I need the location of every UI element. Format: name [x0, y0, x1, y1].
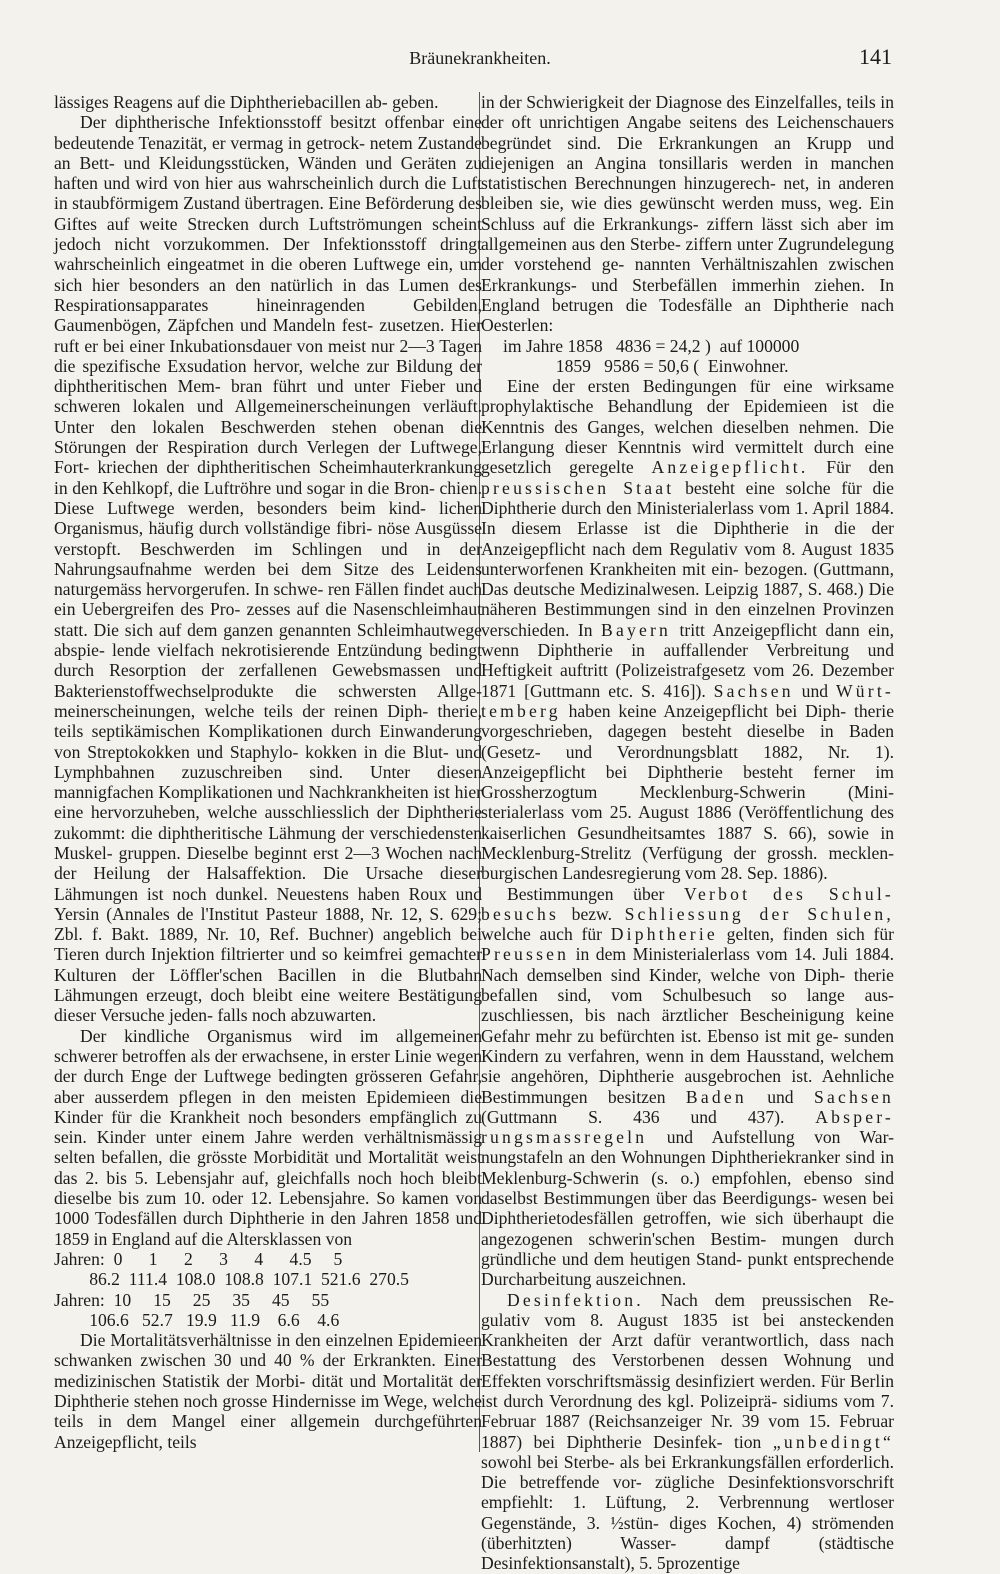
right-column — [481, 92, 894, 1574]
left-paragraph-3: Der kindliche Organismus wird im allgemeinen schwerer betroffen als der erwachsene, in erster Linie wegen der durch Enge der Luftwege bedingten grösseren Gefahr, aber ausserdem pflegen in den meisten Epidemieen die Kinder für die Krankheit noch besonders empfänglich zu sein. Kinder unter einem Jahre werden verhältnismässig selten befallen, die grösste Morbidität und Mortalität weist das 2. bis 5. Lebensjahr auf, gleichfalls noch hoch bleibt dieselbe bis zum 10. oder 12. Lebensjahre. So kamen von 1000 Todesfällen durch Diphtherie in den Jahren 1858 und 1859 in England auf die Altersklassen von — [54, 1025, 482, 1249]
right-paragraph-1: in der Schwierigkeit der Diagnose des Einzelfalles, teils in der oft unrichtigen Angabe seitens des Leichenschauers begründet sind. Die Erkrankungen an Krupp und diejenigen an Angina tonsillaris werden in manchen statistischen Berechnungen hinzugerech- net, in anderen bleiben sie, wie dies gewünscht werden muss, weg. Ein Schluss auf die Erkrankungs- ziffern lässt sich aber im allgemeinen aus den Sterbe- ziffern unter Zugrundelegung der vorstehend ge- nannten Verhältniszahlen zwischen Erkrankungs- und Sterbefällen immerhin ziehen. In England betrugen die Todesfälle an Diphtherie nach Oesterlen: — [481, 92, 894, 336]
left-column — [54, 92, 482, 1452]
stat-row: im Jahre 1858 4836 = 24,2 ) auf 100000 — [481, 335, 800, 356]
spaced-term: Diphtherie — [610, 924, 718, 945]
england-death-stats — [481, 336, 894, 377]
spaced-term: Baden — [685, 1086, 747, 1107]
spaced-term: Preussen — [481, 944, 570, 965]
section-heading: Desinfektion. — [507, 1289, 644, 1310]
page-header — [0, 44, 1000, 74]
right-paragraph-3: Bestimmungen über Verbot des Schul- besuchs bezw. Schliessung der Schulen, welche auch für Diphtherie gelten, finden sich für Preussen in dem Ministerialerlass vom 14. Juli 1884. Nach demselben sind Kinder, welche von Diph- therie befallen sind, vom Schulbesuch so lange aus- zuschliessen, bis nach ärztlicher Bescheinigung keine Gefahr mehr zu befürchten ist. Ebenso ist mit ge- sunden Kindern zu verfahren, wenn in dem Hausstand, welchem sie angehören, Diphtherie ausgebrochen ist. Aehnliche Bestimmungen besitzen Baden und Sachsen (Guttmann S. 436 und 437). Absper- rungsmassregeln und Aufstellung von War- nungstafeln an den Wohnungen Diphtheriekranker sind in Meklenburg-Schwerin (s. o.) empfohlen, ebenso sind daselbst Bestimmungen über das Beerdigungs- wesen bei Diphtherietodesfällen getroffen, wie sich überhaupt die angezogenen schwerin'schen Bestim- mungen durch gründliche und dem heutigen Stand- punkt entsprechende Durcharbeitung auszeichnen. — [481, 883, 895, 1290]
spaced-term: „unbedingt“ — [772, 1431, 894, 1452]
spaced-term: Bayern — [601, 619, 672, 640]
left-paragraph-1: lässiges Reagens auf die Diphtheriebacillen ab- geben. — [54, 92, 439, 112]
left-paragraph-2: Der diphtherische Infektionsstoff besitzt offenbar eine bedeutende Tenazität, er vermag in getrock- netem Zustande an Bett- und Kleidungsstücken, Wänden und Geräten zu haften und wird von hier aus wahrscheinlich durch die Luft in staubförmigem Zustand übertragen. Eine Beförderung des Giftes auf weite Strecken durch Luftströmungen scheint jedoch nicht vorzukommen. Der Infektionsstoff dringt wahrscheinlich eingeatmet in die oberen Luftwege ein, um sich hier besonders an den natürlich in das Lumen des Respirationsapparates hineinragenden Gebilden, Gaumenbögen, Zäpfchen und Mandeln fest- zusetzen. Hier ruft er bei einer Inkubationsdauer von meist nur 2—3 Tagen die spezifische Exsudation hervor, welche zur Bildung der diphtheritischen Mem- bran führt und unter Fieber und schweren lokalen und Allgemeinerscheinungen verläuft. Unter den lokalen Beschwerden stehen obenan die Störungen der Respiration durch Verlegen der Luftwege, Fort- kriechen der diphtheritischen Scheimhauterkrankung in den Kehlkopf, die Luftröhre und sogar in die Bron- chien. Diese Luftwege werden, besonders beim kind- lichen Organismus, häufig durch vollständige fibri- nöse Ausgüsse verstopft. Beschwerden im Schlingen und in der Nahrungsaufnahme werden bei dem Sitze des Leidens naturgemäss hervorgerufen. In schwe- ren Fällen findet auch ein Uebergreifen des Pro- zesses auf die Nasenschleimhaut statt. Die sich auf dem ganzen genannten Schleimhautwege abspie- lende vielfach nekrotisierende Entzündung bedingt durch Resorption der zerfallenen Gewebsmassen und Bakterienstoffwechselprodukte die schwersten Allge- meinerscheinungen, welche teils der reinen Diph- therie, teils septikämischen Komplikationen durch Einwanderung von Streptokokken und Staphylo- kokken in die Blut- und Lymphbahnen zuzuschreiben sind. Unter diesen mannigfachen Komplikationen und Nachkrankheiten ist hier eine hervorzuheben, welche ausschliesslich der Diphtherie zukommt: die diphtheritische Lähmung der verschiedensten Muskel- gruppen. Dieselbe beginnt erst 2—3 Wochen nach der Heilung der Halsaffektion. Die Ursache dieser Lähmungen ist noch dunkel. Neuestens haben Roux und Yersin (Annales de l'Institut Pasteur 1888, Nr. 12, S. 629; Zbl. f. Bakt. 1889, Nr. 10, Ref. Buchner) angeblich bei Tieren durch Injektion filtrierter und so keimfrei gemachter Kulturen der Löffler'schen Bacillen in die Blutbahn Lähmungen erzeugt, doch bleibt eine weitere Bestätigung dieser Versuche jeden- falls noch abzuwarten. — [54, 112, 482, 1026]
spaced-term: Sachsen — [813, 1086, 895, 1107]
spaced-term: Verbot des Schul- besuchs — [481, 883, 894, 924]
spaced-term: Sachsen — [713, 680, 794, 701]
table-row: 86.2 111.4 108.0 108.8 107.1 521.6 270.5 — [54, 1269, 409, 1290]
spaced-term: Schliessung der Schulen, — [624, 903, 895, 924]
table-row: Jahren: 10 15 25 35 45 55 — [54, 1289, 330, 1310]
table-row: 106.6 52.7 19.9 11.9 6.6 4.6 — [54, 1309, 340, 1330]
stat-row: 1859 9586 = 50,6 ( Einwohner. — [481, 355, 789, 376]
spaced-term: Anzeigepflicht. — [651, 457, 809, 478]
spaced-term: preussischen Staat — [481, 477, 675, 498]
left-paragraph-4: Die Mortalitätsverhältnisse in den einzelnen Epidemieen schwanken zwischen 30 und 40 % der Erkrankten. Einer medizinischen Statistik der Morbi- dität und Mortalität der Diphtherie stehen noch grosse Hindernisse im Wege, welche teils in dem Mangel einer allgemein durchgeführten Anzeigepflicht, teils — [54, 1330, 482, 1452]
page-number: 141 — [859, 44, 892, 69]
spaced-term: Absper- rungsmassregeln — [481, 1106, 894, 1148]
running-title: Bräunekrankheiten. — [409, 48, 551, 68]
right-paragraph-4: Desinfektion. Nach dem preussischen Re- gulativ vom 8. August 1835 ist bei ansteckenden Krankheiten der Arzt dafür verantwortlich, dass nach Bestattung des Verstorbenen dessen Wohnung und Effekten vorschriftsmässig desinfiziert werden. Für Berlin ist durch Verordnung des kgl. Polizeiprä- sidiums vom 7. Februar 1887 (Reichsanzeiger Nr. 39 vom 15. Februar 1887) bei Diphtherie Desinfek- tion „unbedingt“ sowohl bei Sterbe- als bei Erkrankungsfällen erforderlich. Die betreffende vor- zügliche Desinfektionsvorschrift empfiehlt: 1. Lüftung, 2. Verbrennung wertloser Gegenstände, 3. ½stün- diges Kochen, 4) strömenden (überhitzten) Wasser- dampf (städtische Desinfektionsanstalt), 5. 5prozentige — [481, 1289, 894, 1574]
table-row: Jahren: 0 1 2 3 4 4.5 5 — [54, 1248, 343, 1269]
spaced-term: Würt- temberg — [481, 680, 894, 721]
age-mortality-table — [54, 1249, 482, 1330]
right-paragraph-2: Eine der ersten Bedingungen für eine wirksame prophylaktische Behandlung der Epidemieen ist die Kenntnis des Ganges, welchen dieselben nehmen. Die Erlangung dieser Kenntnis wird vermittelt durch eine gesetzlich geregelte Anzeigepflicht. Für den preussischen Staat besteht eine solche für die Diphtherie durch den Ministerialerlass vom 1. April 1884. In diesem Erlasse ist die Diphtherie in die der Anzeigepflicht nach dem Regulativ vom 8. August 1835 unterworfenen Krankheiten mit ein- bezogen. (Guttmann, Das deutsche Medizinalwesen. Leipzig 1887, S. 468.) Die näheren Bestimmungen sind in den einzelnen Provinzen verschieden. In Bayern tritt Anzeigepflicht dann ein, wenn Diphtherie in auffallender Verbreitung und Heftigkeit auftritt (Polizeistrafgesetz vom 26. Dezember 1871 [Guttmann etc. S. 416]). Sachsen und Würt- temberg haben keine Anzeigepflicht bei Diph- therie vorgeschrieben, dagegen besteht dieselbe in Baden (Gesetz- und Verordnungsblatt 1882, Nr. 1). Anzeigepflicht bei Diphtherie besteht ferner im Grossherzogtum Mecklenburg-Schwerin (Mini- sterialerlass vom 25. August 1886 (Veröffentlichung des kaiserlichen Gesundheitsamtes 1887 S. 66), sowie in Mecklenburg-Strelitz (Verfügung der grossh. mecklen- burgischen Landesregierung vom 28. Sep. 1886). — [481, 376, 894, 884]
